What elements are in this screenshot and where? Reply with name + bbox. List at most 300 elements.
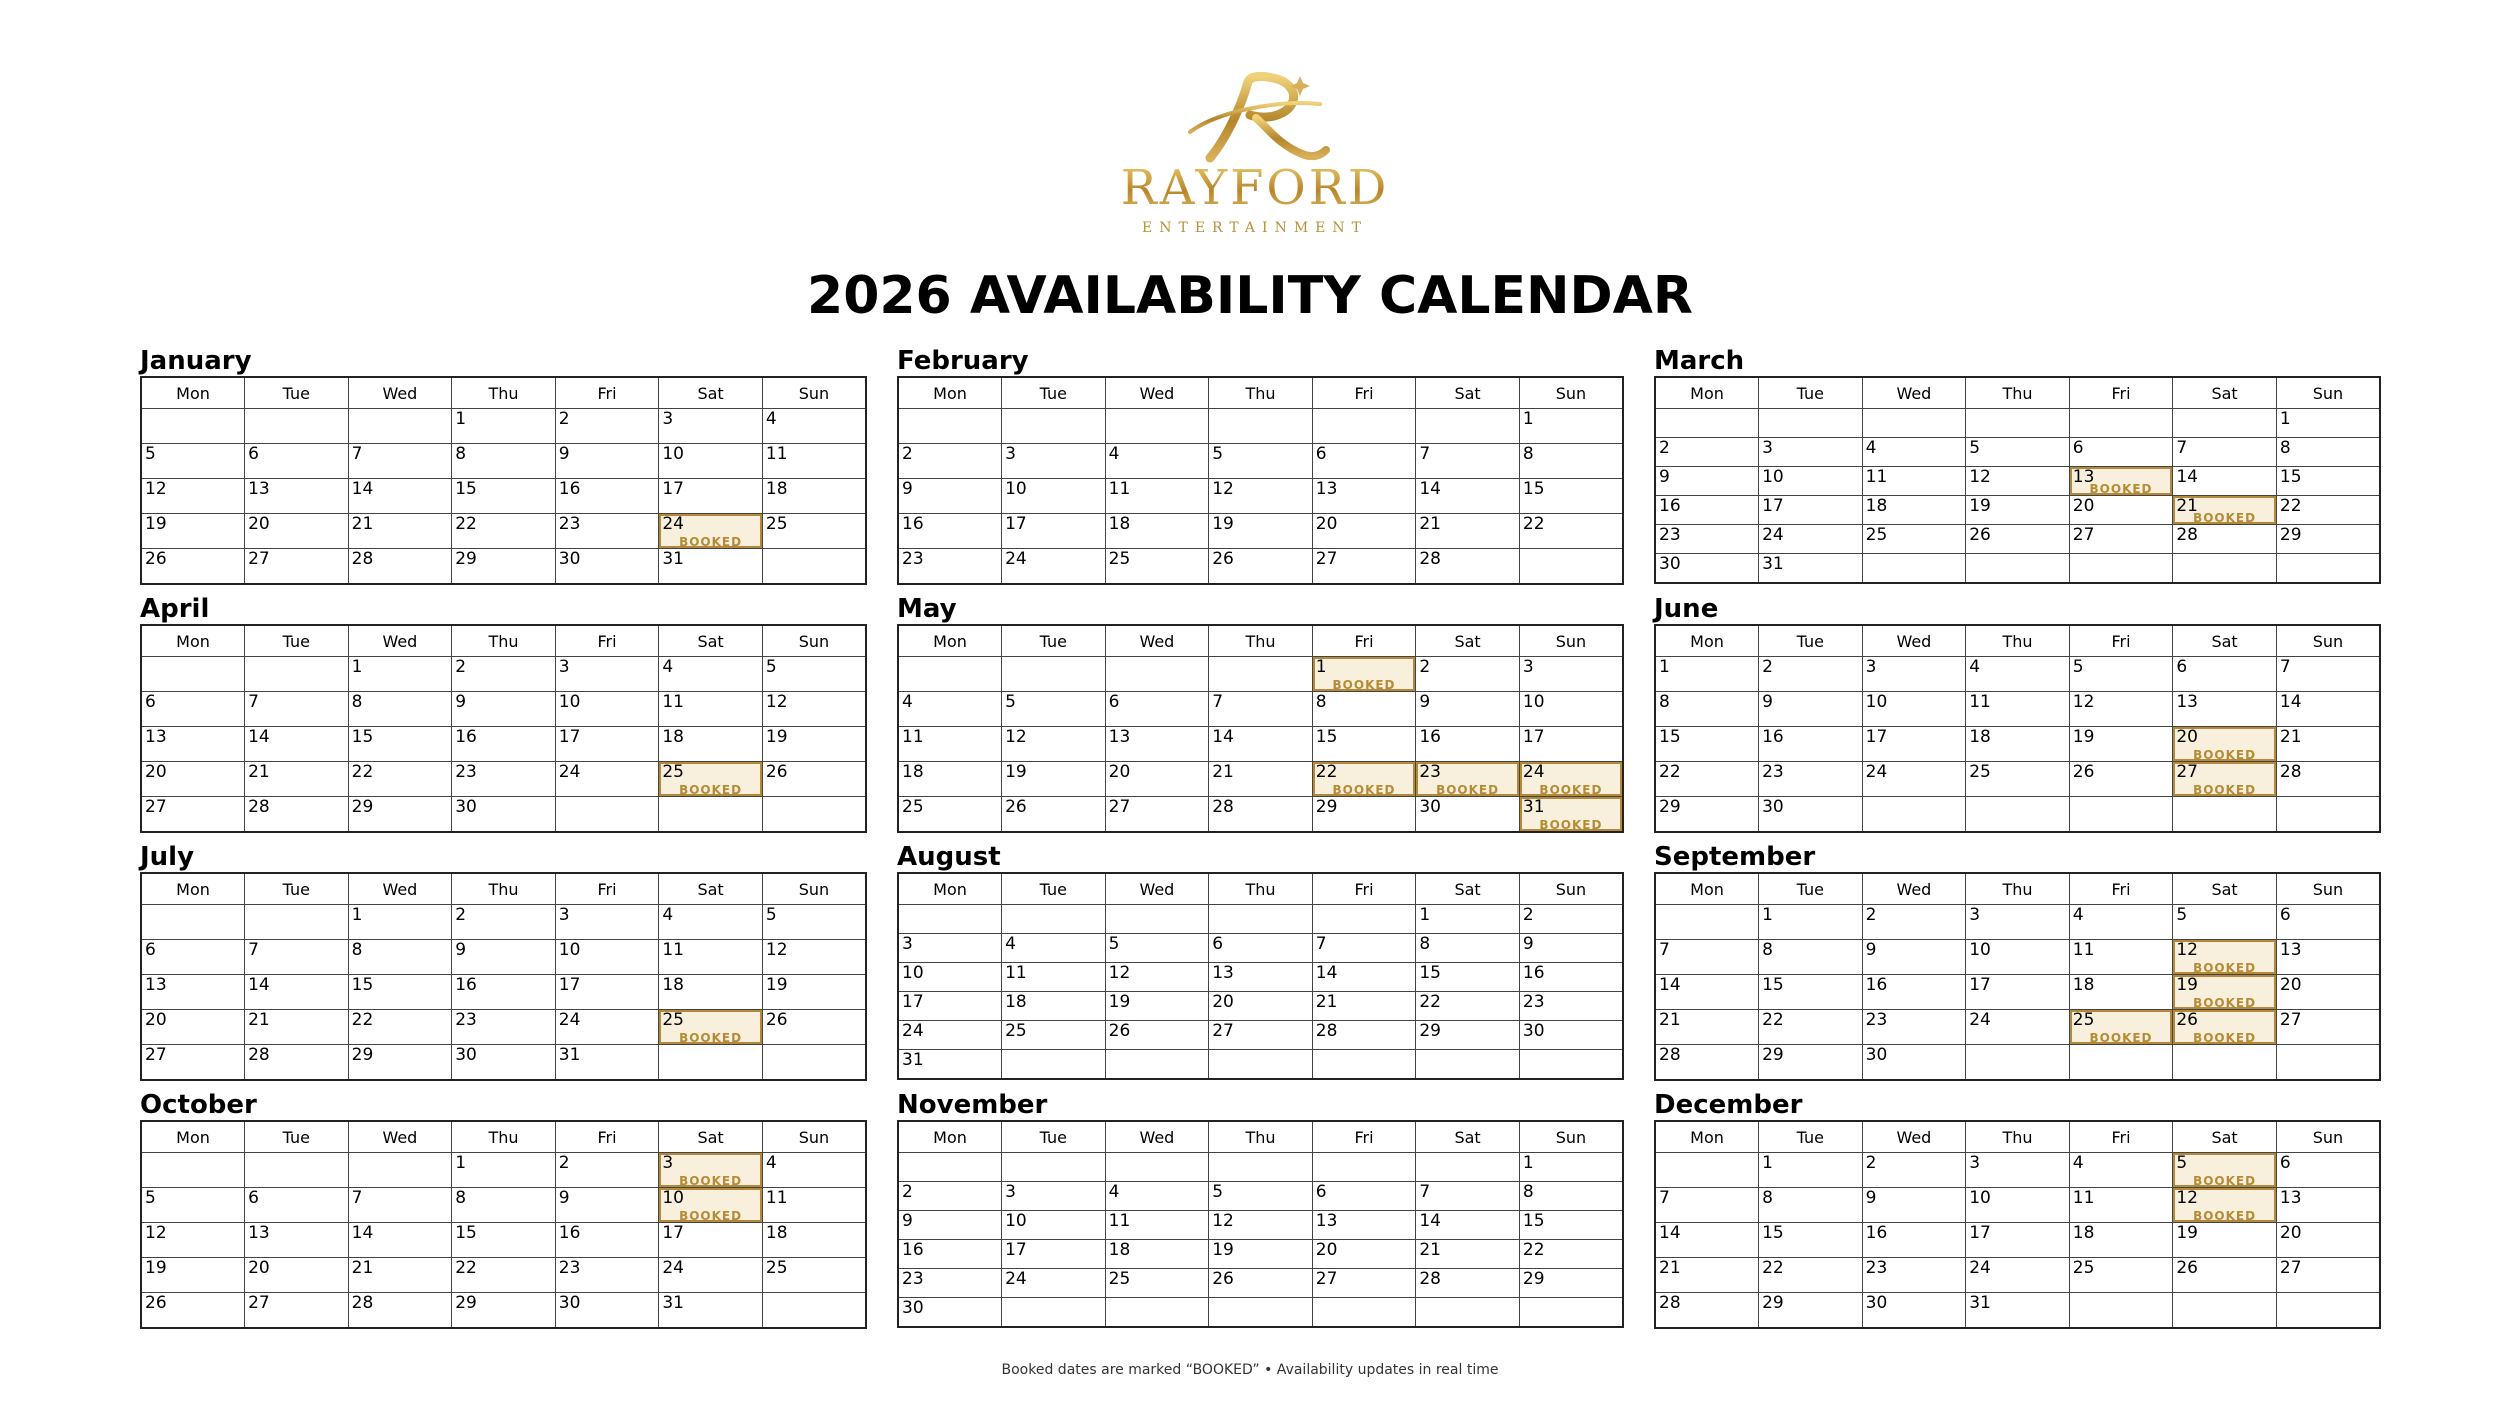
day-cell[interactable] bbox=[1759, 1223, 1863, 1258]
day-cell[interactable] bbox=[348, 657, 452, 692]
day-cell[interactable] bbox=[348, 444, 452, 479]
day-cell[interactable] bbox=[555, 409, 659, 444]
day-cell[interactable] bbox=[1655, 496, 1759, 525]
day-cell[interactable] bbox=[1966, 975, 2070, 1010]
day-cell[interactable] bbox=[1862, 1045, 1966, 1081]
day-cell[interactable] bbox=[555, 727, 659, 762]
day-cell[interactable] bbox=[1519, 1182, 1623, 1211]
day-cell[interactable] bbox=[1655, 727, 1759, 762]
day-cell[interactable] bbox=[348, 1045, 452, 1081]
day-cell[interactable] bbox=[2173, 1223, 2277, 1258]
day-cell[interactable] bbox=[762, 1258, 866, 1293]
day-cell[interactable] bbox=[141, 940, 245, 975]
day-cell[interactable] bbox=[1312, 1240, 1416, 1269]
day-cell[interactable] bbox=[1759, 762, 1863, 797]
day-cell[interactable] bbox=[1862, 1188, 1966, 1223]
day-cell[interactable] bbox=[245, 762, 349, 797]
day-cell[interactable] bbox=[1105, 444, 1209, 479]
day-cell[interactable] bbox=[245, 727, 349, 762]
day-cell[interactable] bbox=[1655, 1258, 1759, 1293]
day-cell[interactable] bbox=[1416, 549, 1520, 585]
day-cell[interactable] bbox=[348, 1223, 452, 1258]
day-cell[interactable] bbox=[555, 905, 659, 940]
day-cell[interactable] bbox=[762, 514, 866, 549]
day-cell[interactable] bbox=[452, 479, 556, 514]
day-cell[interactable] bbox=[1312, 1269, 1416, 1298]
day-cell-booked[interactable] bbox=[659, 514, 763, 549]
day-cell[interactable] bbox=[1002, 797, 1106, 833]
day-cell[interactable] bbox=[762, 692, 866, 727]
day-cell[interactable] bbox=[2276, 525, 2380, 554]
day-cell[interactable] bbox=[762, 409, 866, 444]
day-cell[interactable] bbox=[1759, 1258, 1863, 1293]
day-cell[interactable] bbox=[2276, 727, 2380, 762]
day-cell[interactable] bbox=[141, 444, 245, 479]
day-cell-booked[interactable] bbox=[2173, 1153, 2277, 1188]
day-cell[interactable] bbox=[245, 549, 349, 585]
day-cell[interactable] bbox=[348, 479, 452, 514]
day-cell[interactable] bbox=[2276, 467, 2380, 496]
day-cell[interactable] bbox=[452, 514, 556, 549]
day-cell[interactable] bbox=[1002, 479, 1106, 514]
day-cell[interactable] bbox=[1655, 975, 1759, 1010]
day-cell[interactable] bbox=[452, 1045, 556, 1081]
day-cell[interactable] bbox=[1862, 657, 1966, 692]
day-cell[interactable] bbox=[1862, 1223, 1966, 1258]
day-cell[interactable] bbox=[1862, 525, 1966, 554]
day-cell[interactable] bbox=[1002, 692, 1106, 727]
day-cell[interactable] bbox=[659, 444, 763, 479]
day-cell[interactable] bbox=[1105, 727, 1209, 762]
day-cell[interactable] bbox=[762, 762, 866, 797]
day-cell[interactable] bbox=[141, 692, 245, 727]
day-cell[interactable] bbox=[659, 479, 763, 514]
day-cell[interactable] bbox=[1655, 657, 1759, 692]
day-cell[interactable] bbox=[1655, 762, 1759, 797]
day-cell[interactable] bbox=[452, 692, 556, 727]
day-cell[interactable] bbox=[245, 444, 349, 479]
day-cell[interactable] bbox=[762, 975, 866, 1010]
day-cell[interactable] bbox=[1416, 992, 1520, 1021]
day-cell[interactable] bbox=[555, 514, 659, 549]
day-cell[interactable] bbox=[245, 975, 349, 1010]
day-cell[interactable] bbox=[555, 479, 659, 514]
day-cell[interactable] bbox=[2173, 905, 2277, 940]
day-cell[interactable] bbox=[898, 727, 1002, 762]
day-cell[interactable] bbox=[1759, 525, 1863, 554]
day-cell[interactable] bbox=[1002, 727, 1106, 762]
day-cell[interactable] bbox=[452, 657, 556, 692]
day-cell[interactable] bbox=[1519, 934, 1623, 963]
day-cell[interactable] bbox=[245, 797, 349, 833]
day-cell[interactable] bbox=[2173, 438, 2277, 467]
day-cell-booked[interactable] bbox=[2173, 1010, 2277, 1045]
day-cell[interactable] bbox=[1759, 975, 1863, 1010]
day-cell[interactable] bbox=[1759, 692, 1863, 727]
day-cell[interactable] bbox=[1966, 438, 2070, 467]
day-cell[interactable] bbox=[1519, 963, 1623, 992]
day-cell[interactable] bbox=[2276, 657, 2380, 692]
day-cell[interactable] bbox=[1416, 514, 1520, 549]
day-cell[interactable] bbox=[2173, 1258, 2277, 1293]
day-cell[interactable] bbox=[2276, 409, 2380, 438]
day-cell[interactable] bbox=[1002, 549, 1106, 585]
day-cell-booked[interactable] bbox=[2173, 975, 2277, 1010]
day-cell[interactable] bbox=[1416, 1021, 1520, 1050]
day-cell-booked[interactable] bbox=[659, 762, 763, 797]
day-cell[interactable] bbox=[1862, 905, 1966, 940]
day-cell[interactable] bbox=[1209, 1269, 1313, 1298]
day-cell[interactable] bbox=[898, 549, 1002, 585]
day-cell[interactable] bbox=[245, 692, 349, 727]
day-cell[interactable] bbox=[452, 444, 556, 479]
day-cell[interactable] bbox=[762, 727, 866, 762]
day-cell[interactable] bbox=[1966, 1153, 2070, 1188]
day-cell[interactable] bbox=[659, 940, 763, 975]
day-cell[interactable] bbox=[141, 514, 245, 549]
day-cell[interactable] bbox=[1416, 797, 1520, 833]
day-cell[interactable] bbox=[1655, 692, 1759, 727]
day-cell[interactable] bbox=[659, 1293, 763, 1329]
day-cell[interactable] bbox=[1519, 1269, 1623, 1298]
day-cell[interactable] bbox=[1862, 727, 1966, 762]
day-cell[interactable] bbox=[898, 1240, 1002, 1269]
day-cell[interactable] bbox=[1862, 1258, 1966, 1293]
day-cell[interactable] bbox=[1862, 692, 1966, 727]
day-cell[interactable] bbox=[1105, 692, 1209, 727]
day-cell[interactable] bbox=[1105, 1269, 1209, 1298]
day-cell[interactable] bbox=[245, 940, 349, 975]
day-cell[interactable] bbox=[1416, 1211, 1520, 1240]
day-cell[interactable] bbox=[1312, 797, 1416, 833]
day-cell[interactable] bbox=[1312, 444, 1416, 479]
day-cell[interactable] bbox=[2069, 762, 2173, 797]
day-cell[interactable] bbox=[245, 1188, 349, 1223]
day-cell[interactable] bbox=[452, 1188, 556, 1223]
day-cell[interactable] bbox=[1966, 1010, 2070, 1045]
day-cell[interactable] bbox=[1759, 467, 1863, 496]
day-cell[interactable] bbox=[1759, 940, 1863, 975]
day-cell[interactable] bbox=[1966, 657, 2070, 692]
day-cell[interactable] bbox=[1759, 657, 1863, 692]
day-cell[interactable] bbox=[555, 1010, 659, 1045]
day-cell[interactable] bbox=[348, 940, 452, 975]
day-cell[interactable] bbox=[1862, 467, 1966, 496]
day-cell[interactable] bbox=[2173, 467, 2277, 496]
day-cell[interactable] bbox=[2276, 1010, 2380, 1045]
day-cell[interactable] bbox=[762, 1188, 866, 1223]
day-cell[interactable] bbox=[348, 797, 452, 833]
day-cell[interactable] bbox=[1966, 1293, 2070, 1329]
day-cell[interactable] bbox=[1966, 496, 2070, 525]
day-cell[interactable] bbox=[1002, 1269, 1106, 1298]
day-cell[interactable] bbox=[2173, 692, 2277, 727]
day-cell[interactable] bbox=[245, 1293, 349, 1329]
day-cell[interactable] bbox=[1416, 905, 1520, 934]
day-cell[interactable] bbox=[762, 905, 866, 940]
day-cell[interactable] bbox=[141, 1010, 245, 1045]
day-cell[interactable] bbox=[348, 514, 452, 549]
day-cell[interactable] bbox=[452, 409, 556, 444]
day-cell[interactable] bbox=[762, 1010, 866, 1045]
day-cell[interactable] bbox=[898, 1182, 1002, 1211]
day-cell[interactable] bbox=[245, 1258, 349, 1293]
day-cell[interactable] bbox=[1655, 1293, 1759, 1329]
day-cell[interactable] bbox=[452, 975, 556, 1010]
day-cell[interactable] bbox=[1966, 940, 2070, 975]
day-cell[interactable] bbox=[1519, 514, 1623, 549]
day-cell[interactable] bbox=[659, 905, 763, 940]
day-cell[interactable] bbox=[1209, 762, 1313, 797]
day-cell[interactable] bbox=[898, 963, 1002, 992]
day-cell[interactable] bbox=[2276, 1188, 2380, 1223]
day-cell[interactable] bbox=[1519, 692, 1623, 727]
day-cell[interactable] bbox=[555, 1223, 659, 1258]
day-cell[interactable] bbox=[1416, 479, 1520, 514]
day-cell[interactable] bbox=[1209, 934, 1313, 963]
day-cell[interactable] bbox=[1416, 934, 1520, 963]
day-cell[interactable] bbox=[1312, 479, 1416, 514]
day-cell[interactable] bbox=[1002, 514, 1106, 549]
day-cell[interactable] bbox=[1105, 514, 1209, 549]
day-cell[interactable] bbox=[1002, 1240, 1106, 1269]
day-cell[interactable] bbox=[1416, 1240, 1520, 1269]
day-cell-booked[interactable] bbox=[659, 1010, 763, 1045]
day-cell[interactable] bbox=[1416, 444, 1520, 479]
day-cell-booked[interactable] bbox=[2173, 727, 2277, 762]
day-cell[interactable] bbox=[141, 1188, 245, 1223]
day-cell[interactable] bbox=[2069, 1153, 2173, 1188]
day-cell[interactable] bbox=[1209, 479, 1313, 514]
day-cell[interactable] bbox=[1655, 1045, 1759, 1081]
day-cell[interactable] bbox=[1862, 1010, 1966, 1045]
day-cell[interactable] bbox=[1312, 692, 1416, 727]
day-cell[interactable] bbox=[1105, 934, 1209, 963]
day-cell[interactable] bbox=[1862, 975, 1966, 1010]
day-cell-booked[interactable] bbox=[2069, 467, 2173, 496]
day-cell[interactable] bbox=[1209, 1182, 1313, 1211]
day-cell[interactable] bbox=[2173, 525, 2277, 554]
day-cell[interactable] bbox=[1105, 479, 1209, 514]
day-cell[interactable] bbox=[1655, 467, 1759, 496]
day-cell[interactable] bbox=[1966, 905, 2070, 940]
day-cell[interactable] bbox=[1966, 692, 2070, 727]
day-cell[interactable] bbox=[2069, 940, 2173, 975]
day-cell[interactable] bbox=[1312, 963, 1416, 992]
day-cell[interactable] bbox=[1759, 1045, 1863, 1081]
day-cell[interactable] bbox=[1105, 1021, 1209, 1050]
day-cell-booked[interactable] bbox=[2173, 940, 2277, 975]
day-cell[interactable] bbox=[141, 1293, 245, 1329]
day-cell[interactable] bbox=[2069, 905, 2173, 940]
day-cell[interactable] bbox=[2276, 1153, 2380, 1188]
day-cell[interactable] bbox=[1312, 934, 1416, 963]
day-cell[interactable] bbox=[141, 762, 245, 797]
day-cell[interactable] bbox=[348, 905, 452, 940]
day-cell[interactable] bbox=[1519, 444, 1623, 479]
day-cell[interactable] bbox=[1759, 438, 1863, 467]
day-cell[interactable] bbox=[1416, 1269, 1520, 1298]
day-cell[interactable] bbox=[555, 549, 659, 585]
day-cell[interactable] bbox=[1519, 409, 1623, 444]
day-cell[interactable] bbox=[2276, 762, 2380, 797]
day-cell[interactable] bbox=[1002, 1211, 1106, 1240]
day-cell[interactable] bbox=[1519, 727, 1623, 762]
day-cell[interactable] bbox=[898, 797, 1002, 833]
day-cell[interactable] bbox=[141, 1045, 245, 1081]
day-cell[interactable] bbox=[1209, 692, 1313, 727]
day-cell[interactable] bbox=[1002, 963, 1106, 992]
day-cell[interactable] bbox=[2276, 1258, 2380, 1293]
day-cell[interactable] bbox=[1002, 444, 1106, 479]
day-cell[interactable] bbox=[1416, 1182, 1520, 1211]
day-cell[interactable] bbox=[1105, 992, 1209, 1021]
day-cell[interactable] bbox=[452, 1258, 556, 1293]
day-cell[interactable] bbox=[1966, 1223, 2070, 1258]
day-cell[interactable] bbox=[1209, 1021, 1313, 1050]
day-cell[interactable] bbox=[1312, 1021, 1416, 1050]
day-cell[interactable] bbox=[1209, 727, 1313, 762]
day-cell[interactable] bbox=[1002, 992, 1106, 1021]
day-cell[interactable] bbox=[1209, 1211, 1313, 1240]
day-cell[interactable] bbox=[1209, 797, 1313, 833]
day-cell[interactable] bbox=[348, 762, 452, 797]
day-cell[interactable] bbox=[452, 1153, 556, 1188]
day-cell[interactable] bbox=[141, 1223, 245, 1258]
day-cell[interactable] bbox=[1416, 963, 1520, 992]
day-cell[interactable] bbox=[1862, 940, 1966, 975]
day-cell[interactable] bbox=[898, 992, 1002, 1021]
day-cell[interactable] bbox=[348, 1258, 452, 1293]
day-cell[interactable] bbox=[555, 762, 659, 797]
day-cell[interactable] bbox=[452, 1010, 556, 1045]
day-cell[interactable] bbox=[245, 1010, 349, 1045]
day-cell[interactable] bbox=[1002, 1021, 1106, 1050]
day-cell[interactable] bbox=[555, 975, 659, 1010]
day-cell[interactable] bbox=[452, 940, 556, 975]
day-cell[interactable] bbox=[898, 1050, 1002, 1080]
day-cell[interactable] bbox=[1209, 549, 1313, 585]
day-cell[interactable] bbox=[1655, 438, 1759, 467]
day-cell[interactable] bbox=[1655, 797, 1759, 833]
day-cell[interactable] bbox=[1312, 727, 1416, 762]
day-cell-booked[interactable] bbox=[2173, 1188, 2277, 1223]
day-cell[interactable] bbox=[1966, 525, 2070, 554]
day-cell[interactable] bbox=[555, 1153, 659, 1188]
day-cell[interactable] bbox=[1105, 1211, 1209, 1240]
day-cell[interactable] bbox=[141, 975, 245, 1010]
day-cell[interactable] bbox=[898, 692, 1002, 727]
day-cell[interactable] bbox=[1519, 479, 1623, 514]
day-cell[interactable] bbox=[898, 479, 1002, 514]
day-cell[interactable] bbox=[659, 657, 763, 692]
day-cell[interactable] bbox=[2276, 692, 2380, 727]
day-cell[interactable] bbox=[1519, 1021, 1623, 1050]
day-cell[interactable] bbox=[1105, 549, 1209, 585]
day-cell[interactable] bbox=[452, 762, 556, 797]
day-cell[interactable] bbox=[659, 692, 763, 727]
day-cell[interactable] bbox=[141, 727, 245, 762]
day-cell[interactable] bbox=[348, 692, 452, 727]
day-cell[interactable] bbox=[898, 514, 1002, 549]
day-cell[interactable] bbox=[1416, 692, 1520, 727]
day-cell[interactable] bbox=[2276, 1223, 2380, 1258]
day-cell[interactable] bbox=[1209, 514, 1313, 549]
day-cell[interactable] bbox=[898, 762, 1002, 797]
day-cell[interactable] bbox=[348, 975, 452, 1010]
day-cell[interactable] bbox=[1966, 762, 2070, 797]
day-cell[interactable] bbox=[2069, 1258, 2173, 1293]
day-cell[interactable] bbox=[1002, 934, 1106, 963]
day-cell-booked[interactable] bbox=[1519, 762, 1623, 797]
day-cell[interactable] bbox=[659, 1258, 763, 1293]
day-cell[interactable] bbox=[245, 1223, 349, 1258]
day-cell[interactable] bbox=[1209, 1240, 1313, 1269]
day-cell[interactable] bbox=[1966, 467, 2070, 496]
day-cell[interactable] bbox=[1416, 657, 1520, 692]
day-cell[interactable] bbox=[659, 1223, 763, 1258]
day-cell[interactable] bbox=[2276, 438, 2380, 467]
day-cell[interactable] bbox=[762, 479, 866, 514]
day-cell[interactable] bbox=[2276, 905, 2380, 940]
day-cell[interactable] bbox=[1655, 525, 1759, 554]
day-cell[interactable] bbox=[452, 1223, 556, 1258]
day-cell[interactable] bbox=[1966, 727, 2070, 762]
day-cell[interactable] bbox=[762, 657, 866, 692]
day-cell[interactable] bbox=[1519, 1153, 1623, 1182]
day-cell[interactable] bbox=[762, 940, 866, 975]
day-cell[interactable] bbox=[2276, 940, 2380, 975]
day-cell[interactable] bbox=[1519, 1211, 1623, 1240]
day-cell[interactable] bbox=[2069, 975, 2173, 1010]
day-cell[interactable] bbox=[762, 444, 866, 479]
day-cell[interactable] bbox=[348, 727, 452, 762]
day-cell[interactable] bbox=[245, 479, 349, 514]
day-cell-booked[interactable] bbox=[1312, 762, 1416, 797]
day-cell[interactable] bbox=[1312, 514, 1416, 549]
day-cell[interactable] bbox=[555, 940, 659, 975]
day-cell[interactable] bbox=[555, 1045, 659, 1081]
day-cell[interactable] bbox=[1002, 762, 1106, 797]
day-cell[interactable] bbox=[1862, 438, 1966, 467]
day-cell[interactable] bbox=[1862, 1293, 1966, 1329]
day-cell[interactable] bbox=[348, 1188, 452, 1223]
day-cell[interactable] bbox=[452, 1293, 556, 1329]
day-cell-booked[interactable] bbox=[2173, 496, 2277, 525]
day-cell[interactable] bbox=[1105, 762, 1209, 797]
day-cell-booked[interactable] bbox=[659, 1188, 763, 1223]
day-cell[interactable] bbox=[555, 1293, 659, 1329]
day-cell[interactable] bbox=[1209, 992, 1313, 1021]
day-cell[interactable] bbox=[141, 549, 245, 585]
day-cell[interactable] bbox=[1862, 496, 1966, 525]
day-cell[interactable] bbox=[555, 692, 659, 727]
day-cell[interactable] bbox=[898, 1298, 1002, 1328]
day-cell[interactable] bbox=[1519, 1240, 1623, 1269]
day-cell[interactable] bbox=[1655, 1223, 1759, 1258]
day-cell[interactable] bbox=[659, 409, 763, 444]
day-cell[interactable] bbox=[1655, 1188, 1759, 1223]
day-cell[interactable] bbox=[555, 1258, 659, 1293]
day-cell[interactable] bbox=[1759, 905, 1863, 940]
day-cell[interactable] bbox=[452, 905, 556, 940]
day-cell-booked[interactable] bbox=[659, 1153, 763, 1188]
day-cell[interactable] bbox=[2069, 496, 2173, 525]
day-cell[interactable] bbox=[1312, 549, 1416, 585]
day-cell[interactable] bbox=[2069, 525, 2173, 554]
day-cell[interactable] bbox=[1519, 657, 1623, 692]
day-cell[interactable] bbox=[898, 1211, 1002, 1240]
